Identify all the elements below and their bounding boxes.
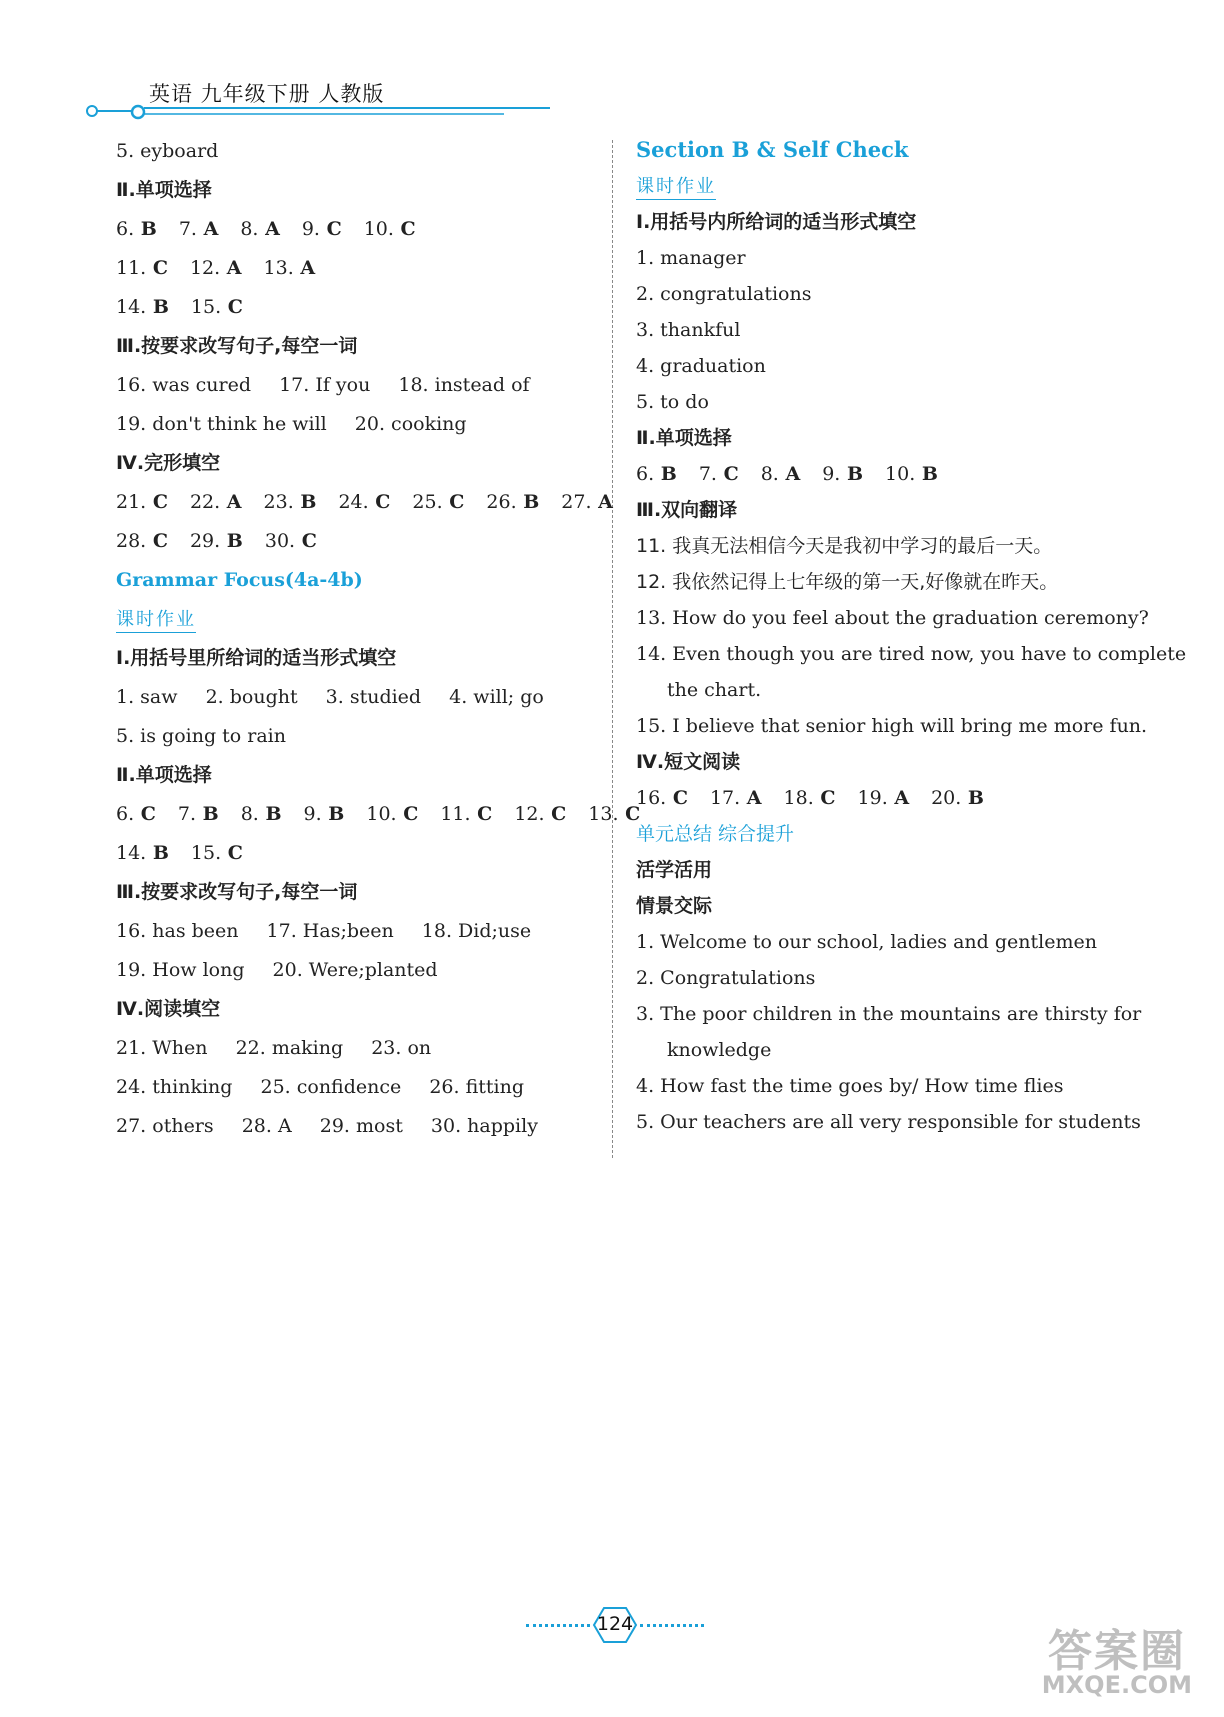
choice-answer: 19. A [857,787,910,809]
choice-answer: 20. B [931,787,984,809]
choice-answer: 6. B [636,463,677,485]
header-title: 英语 九年级下册 人教版 [149,82,385,106]
lesson-title: Section B & Self Check [636,137,909,162]
translation-line: 12. 我依然记得上七年级的第一天,好像就在昨天。 [636,571,1059,593]
answer-item: 26. fitting [429,1076,524,1098]
answer-item: 4. will; go [449,686,544,708]
right-column [636,132,1187,1140]
section-heading: Ⅱ.单项选择 [116,764,212,786]
choice-answer: 8. A [760,463,801,485]
answer-item: 2. bought [205,686,298,708]
section-heading: Ⅱ.单项选择 [636,427,732,449]
answer-item: 21. When [116,1037,208,1059]
choice-row [116,834,596,873]
section-heading: Ⅲ.按要求改写句子,每空一词 [116,335,358,357]
translation-line: the chart. [667,679,762,701]
column-divider [612,140,613,1158]
choice-answer: 28. C [116,530,168,552]
choice-row [116,795,641,834]
answer-item: 22. making [235,1037,344,1059]
answer-line [116,1068,596,1107]
watermark-logo-text: 答案圈 [1048,1626,1186,1677]
page-number-dots [526,1624,590,1627]
homework-tag [116,600,596,639]
section-heading: Ⅳ.完形填空 [116,452,221,474]
choice-answer: 9. B [822,463,864,485]
choice-answer: 18. C [783,787,836,809]
answer-item: 27. others [116,1115,214,1137]
choice-answer: 21. C [116,491,168,513]
answer-item: 16. was cured [116,374,252,396]
choice-answer: 9. B [303,803,345,825]
choice-answer: 7. A [178,218,219,240]
section-heading: Ⅳ.短文阅读 [636,751,741,773]
choice-answer: 22. A [189,491,242,513]
answer-item: 18. instead of [398,374,530,396]
section-heading: 活学活用 [636,859,713,881]
choice-answer: 27. A [561,491,613,513]
answer-line: 4. graduation [636,355,766,377]
lesson-title: Grammar Focus(4a-4b) [116,569,363,591]
choice-row [116,249,596,288]
choice-row [636,456,1136,492]
choice-answer: 8. A [240,218,280,240]
section-heading: Ⅰ.用括号内所给词的适当形式填空 [636,211,917,233]
answer-line: knowledge [667,1039,772,1061]
answer-line: 3. The poor children in the mountains are thirsty for [636,1003,1142,1025]
answer-line: 2. congratulations [636,283,812,305]
choice-row [116,210,596,249]
answer-item: 18. Did;use [421,920,532,942]
homework-tag-text: 课时作业 [116,609,196,633]
answer-line: 3. thankful [636,319,741,341]
answer-line: 1. Welcome to our school, ladies and gentlemen [636,931,1097,953]
answer-line: 5. eyboard [116,140,219,162]
answer-line: 4. How fast the time goes by/ How time flies [636,1075,1064,1097]
choice-answer: 14. B [116,296,169,318]
choice-answer: 7. B [177,803,219,825]
choice-answer: 8. B [240,803,282,825]
choice-row [116,522,596,561]
choice-answer: 25. C [412,491,465,513]
answer-item: 29. most [319,1115,403,1137]
watermark-url: MXQE.COM [1041,1671,1192,1699]
translation-line: 13. How do you feel about the graduation ceremony? [636,607,1149,629]
choice-answer: 26. B [486,491,540,513]
page-header [84,72,554,122]
choice-answer: 29. B [189,530,243,552]
choice-row [116,483,613,522]
header-decoration [84,102,554,122]
choice-row [116,288,596,327]
section-heading: Ⅲ.双向翻译 [636,499,738,521]
answer-line: 2. Congratulations [636,967,816,989]
section-heading: Ⅱ.单项选择 [116,179,212,201]
choice-answer: 11. C [440,803,493,825]
answer-line: 1. manager [636,247,746,269]
choice-answer: 15. C [190,296,243,318]
choice-answer: 13. C [588,803,641,825]
choice-answer: 10. B [885,463,938,485]
answer-line [116,405,596,444]
answer-line: 5. to do [636,391,709,413]
choice-answer: 23. B [263,491,317,513]
answer-item: 1. saw [116,686,178,708]
answer-line [116,1107,596,1146]
answer-item: 20. cooking [354,413,467,435]
choice-answer: 9. C [301,218,342,240]
choice-answer: 10. C [366,803,419,825]
homework-tag-text: 课时作业 [636,176,716,200]
watermark [1016,1615,1196,1705]
left-column [116,132,641,1146]
section-heading: Ⅳ.阅读填空 [116,998,221,1020]
answer-line [116,678,596,717]
choice-answer: 6. C [116,803,156,825]
choice-answer: 7. C [698,463,739,485]
choice-answer: 16. C [636,787,688,809]
choice-answer: 10. C [363,218,416,240]
choice-answer: 24. C [338,491,391,513]
translation-line: 15. I believe that senior high will bring me more fun. [636,715,1148,737]
answer-item: 19. How long [116,959,245,981]
answer-line: 5. is going to rain [116,725,286,747]
choice-answer: 17. A [709,787,762,809]
choice-answer: 12. A [189,257,242,279]
choice-row [636,780,1136,816]
page-number-dots [640,1624,704,1627]
answer-item: 16. has been [116,920,239,942]
choice-answer: 30. C [264,530,317,552]
answer-item: 19. don't think he will [116,413,327,435]
answer-item: 28. A [241,1115,292,1137]
answer-line [116,951,596,990]
answer-line: 5. Our teachers are all very responsible for students [636,1111,1141,1133]
answer-line [116,1029,596,1068]
choice-answer: 6. B [116,218,157,240]
section-heading: 情景交际 [636,895,713,917]
choice-answer: 13. A [263,257,316,279]
choice-answer: 15. C [190,842,243,864]
choice-answer: 14. B [116,842,169,864]
page-number-badge [520,1605,710,1645]
section-heading: Ⅲ.按要求改写句子,每空一词 [116,881,358,903]
answer-item: 25. confidence [260,1076,402,1098]
answer-item: 17. Has;been [266,920,394,942]
answer-item: 30. happily [430,1115,538,1137]
answer-item: 20. Were;planted [272,959,438,981]
choice-answer: 11. C [116,257,168,279]
choice-answer: 12. C [514,803,567,825]
translation-line: 11. 我真无法相信今天是我初中学习的最后一天。 [636,535,1053,557]
answer-item: 17. If you [279,374,371,396]
answer-item: 24. thinking [116,1076,233,1098]
unit-summary-title: 单元总结 综合提升 [636,823,795,845]
answer-line [116,366,596,405]
page-number: 124 [596,1613,634,1635]
homework-tag [636,168,1136,204]
answer-item: 23. on [371,1037,432,1059]
section-heading: Ⅰ.用括号里所给词的适当形式填空 [116,647,397,669]
answer-item: 3. studied [325,686,422,708]
answer-line [116,912,596,951]
translation-line: 14. Even though you are tired now, you have to complete [636,643,1187,665]
